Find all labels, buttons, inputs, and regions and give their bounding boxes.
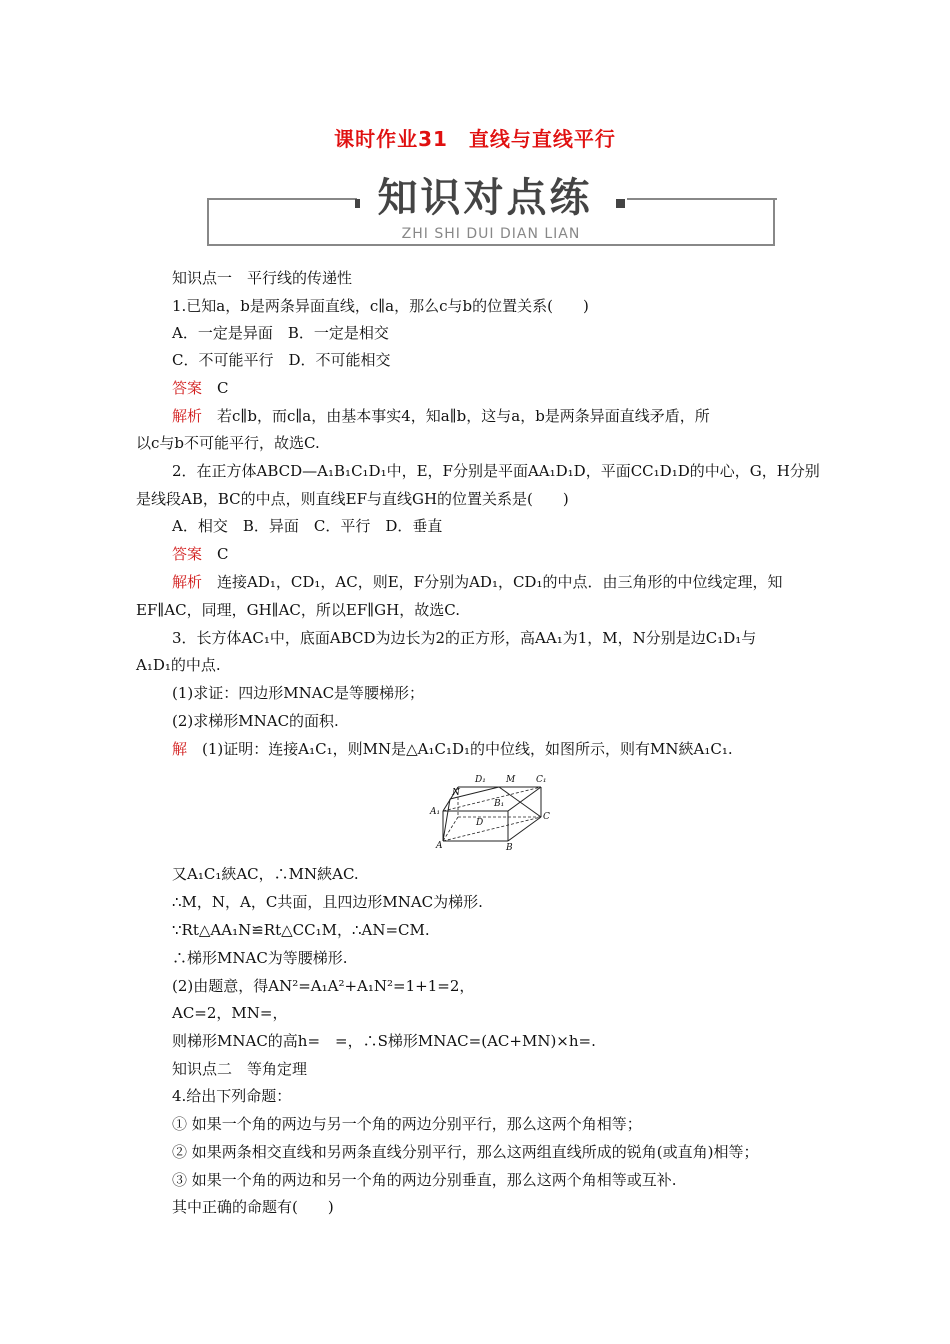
analysis-label: 解析: [172, 407, 203, 425]
page-title: 课时作业31 直线与直线平行: [334, 127, 616, 151]
q1-options-ab: A．一定是异面 B．一定是相交: [172, 324, 389, 342]
proposition-1: ① 如果一个角的两边与另一个角的两边分别平行，那么这两个角相等；: [172, 1115, 642, 1133]
question-2-cont: 是线段AB，BC的中点，则直线EF与直线GH的位置关系是( ): [136, 490, 569, 508]
q3-solution: 解 (1)证明：连接A₁C₁，则MN是△A₁C₁D₁的中位线，如图所示，则有MN綊A₁C₁.: [172, 740, 733, 758]
point-label: D: [476, 818, 484, 828]
point-label: A: [436, 841, 443, 851]
q1-options-cd: C．不可能平行 D．不可能相交: [172, 351, 391, 369]
q4-prompt: 其中正确的命题有( ): [172, 1198, 334, 1216]
section-heading-2: 知识点二 等角定理: [172, 1060, 308, 1078]
q3-part1: (1)求证：四边形MNAC是等腰梯形；: [172, 684, 425, 702]
proposition-2: ② 如果两条相交直线和另两条直线分别平行，那么这两组直线所成的锐角(或直角)相等；: [172, 1143, 759, 1161]
q1-analysis-cont: 以c与b不可能平行，故选C.: [136, 434, 320, 452]
proof-line-4: ∴梯形MNAC为等腰梯形.: [172, 949, 348, 967]
answer-label: 答案: [172, 379, 203, 397]
area-line-2: AC=2，MN=，: [172, 1004, 288, 1022]
proposition-3: ③ 如果一个角的两边和另一个角的两边分别垂直，那么这两个角相等或互补.: [172, 1171, 677, 1189]
banner-subtitle: ZHI SHI DUI DIAN LIAN: [401, 226, 581, 242]
banner-title: 知识对点练: [360, 175, 610, 221]
question-3: 3．长方体AC₁中，底面ABCD为边长为2的正方形，高AA₁为1，M，N分别是边C₁D₁与: [172, 629, 757, 647]
q1-answer: 答案 C: [172, 379, 229, 397]
point-label: A₁: [430, 807, 441, 817]
area-line-3: 则梯形MNAC的高h= =，∴S梯形MNAC=(AC+MN)×h=.: [172, 1032, 596, 1050]
point-label: M: [506, 775, 516, 785]
point-label: C: [543, 812, 550, 822]
q3-part2: (2)求梯形MNAC的面积.: [172, 712, 339, 730]
area-line-1: (2)由题意，得AN²=A₁A²+A₁N²=1+1=2，: [172, 977, 475, 995]
q2-answer: 答案 C: [172, 545, 229, 563]
q2-options: A．相交 B．异面 C．平行 D．垂直: [172, 517, 443, 535]
question-4: 4.给出下列命题：: [172, 1087, 292, 1105]
banner-right-square: [616, 199, 625, 208]
analysis-label: 解析: [172, 573, 203, 591]
question-3-cont: A₁D₁的中点.: [136, 656, 221, 674]
proof-line-1: 又A₁C₁綊AC，∴MN綊AC.: [172, 865, 359, 883]
cuboid-figure: [428, 768, 554, 856]
point-label: C₁: [536, 775, 547, 785]
point-label: N: [452, 788, 460, 798]
question-1: 1.已知a，b是两条异面直线，c∥a，那么c与b的位置关系( ): [172, 297, 589, 315]
point-label: B₁: [494, 799, 505, 809]
point-label: B: [506, 843, 513, 853]
proof-line-2: ∴M，N，A，C共面，且四边形MNAC为梯形.: [172, 893, 483, 911]
proof-line-3: ∵Rt△AA₁N≌Rt△CC₁M，∴AN=CM.: [172, 921, 430, 939]
question-2: 2．在正方体ABCD—A₁B₁C₁D₁中，E，F分别是平面AA₁D₁D，平面CC₁D₁D的中心，G，H分别: [172, 462, 820, 480]
q2-analysis: 解析 连接AD₁，CD₁，AC，则E，F分别为AD₁，CD₁的中点．由三角形的中位线定理，知: [172, 573, 783, 591]
solution-label: 解: [172, 740, 188, 758]
q2-analysis-cont: EF∥AC，同理，GH∥AC，所以EF∥GH，故选C.: [136, 601, 460, 619]
q1-analysis: 解析 若c∥b，而c∥a，由基本事实4，知a∥b，这与a，b是两条异面直线矛盾，所: [172, 407, 710, 425]
section-heading-1: 知识点一 平行线的传递性: [172, 269, 353, 287]
point-label: D₁: [475, 775, 486, 785]
answer-label: 答案: [172, 545, 203, 563]
